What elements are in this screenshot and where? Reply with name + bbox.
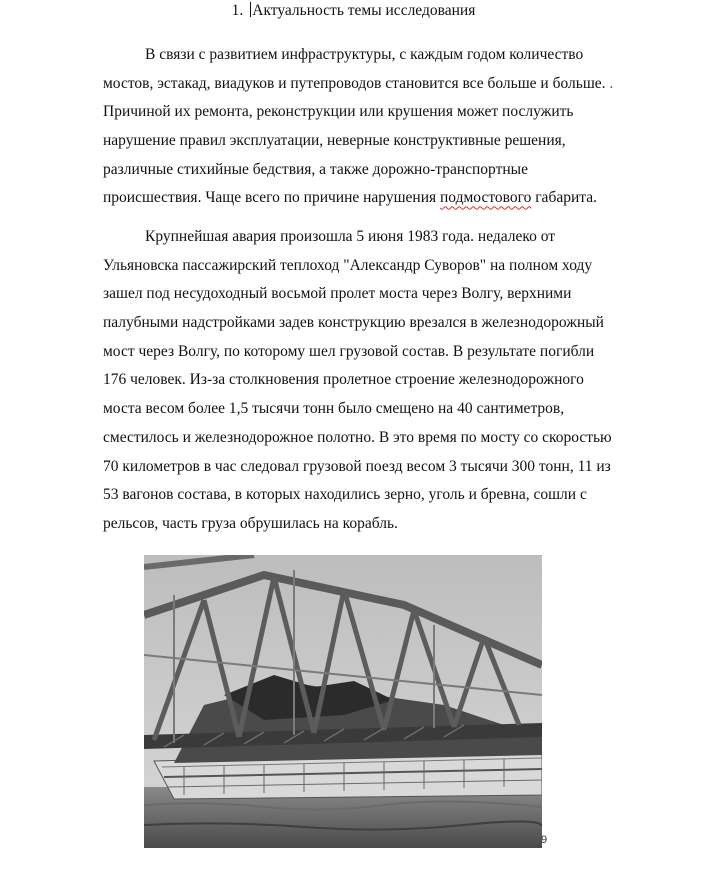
paragraph-line: мост через Волгу, по которому шел грузовой состав. В результате погибли	[103, 342, 595, 360]
paragraph-accident[interactable]	[103, 223, 663, 539]
paragraph-line: мостов, эстакад, виадуков и путепроводов становится все больше и больше. .	[103, 74, 614, 92]
paragraph-line: 176 человек. Из-за столкновения пролетное строение железнодорожного	[103, 371, 584, 389]
paragraph-line: 53 вагонов состава, в которых находились зерно, уголь и бревна, сошли с	[103, 486, 587, 504]
paragraph-line: моста весом более 1,5 тысячи тонн было смещено на 40 сантиметров,	[103, 400, 565, 418]
photo-illustration	[144, 555, 542, 848]
heading-number: 1.	[231, 2, 244, 19]
paragraph-line: различные стихийные бедствия, а также дорожно-транспортные	[103, 160, 528, 178]
paragraph-line: Ульяновска пассажирский теплоход "Александр Суворов" на полном ходу	[103, 256, 593, 274]
paragraph-line: В связи с развитием инфраструктуры, с каждым годом количество	[145, 46, 584, 63]
paragraph-line: сместилось и железнодорожное полотно. В это время по мосту со скоростью	[103, 428, 612, 446]
paragraph-line: зашел под несудоходный восьмой пролет моста через Волгу, верхними	[103, 285, 572, 303]
paragraph-line: происшествия. Чаще всего по причине нарушения подмостового габарита.	[103, 189, 597, 207]
paragraph-line: рельсов, часть груза обрушилась на корабль.	[103, 514, 398, 532]
paragraph-line: Крупнейшая авария произошла 5 июня 1983 года. недалеко от	[145, 228, 556, 245]
paragraph-line: палубными надстройками задев конструкцию врезался в железнодорожный	[103, 314, 604, 332]
paragraph-line: нарушение правил эксплуатации, неверные конструктивные решения,	[103, 132, 566, 150]
paragraph-infrastructure[interactable]	[103, 41, 663, 213]
heading-title[interactable]: Актуальность темы исследования	[252, 2, 476, 19]
misspelled-word[interactable]: подмостового	[440, 189, 532, 207]
bridge-accident-photo[interactable]	[144, 555, 542, 848]
paragraph-line: 70 километров в час следовал грузовой поезд весом 3 тысячи 300 тонн, 11 из	[103, 457, 611, 475]
section-heading	[0, 2, 707, 20]
page-number: 9	[541, 834, 548, 846]
paragraph-line: Причиной их ремонта, реконструкции или крушения может послужить	[103, 103, 574, 121]
stray-mark: .	[609, 74, 614, 92]
